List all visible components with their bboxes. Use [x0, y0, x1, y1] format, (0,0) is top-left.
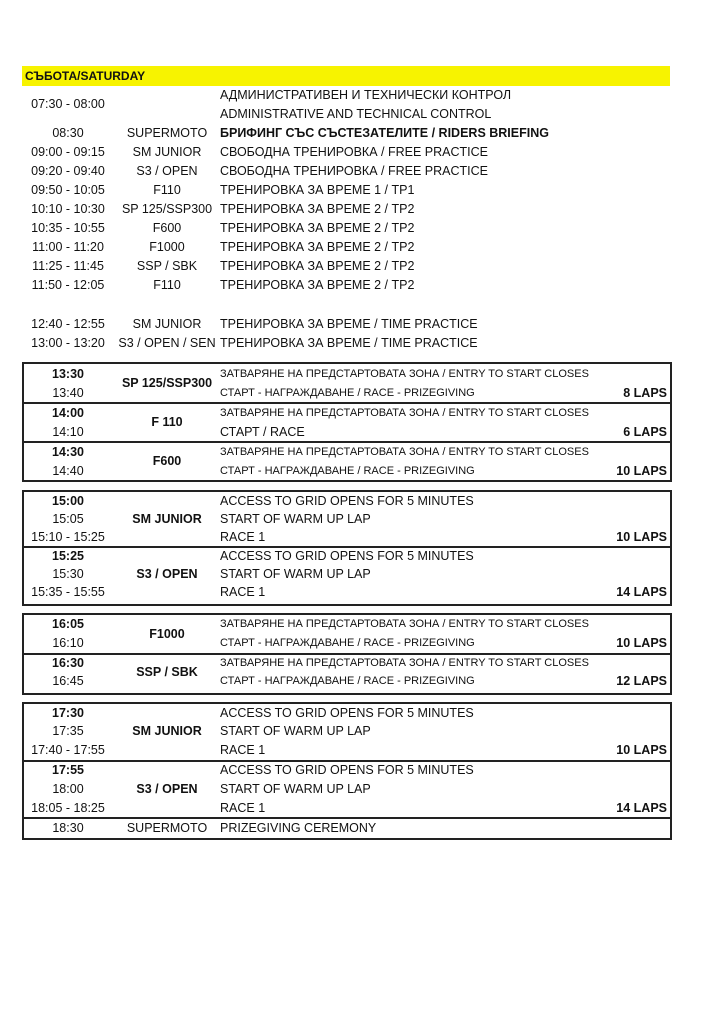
race-time: 18:05 - 18:25 — [31, 801, 105, 815]
race-text: RACE 1 — [220, 743, 266, 757]
race-category: SSP / SBK — [136, 665, 198, 679]
warmup-time: 15:30 — [52, 567, 84, 581]
warmup-text: START OF WARM UP LAP — [220, 567, 371, 581]
race-category: F 110 — [151, 415, 183, 429]
list-item — [0, 163, 724, 183]
close-text: ЗАТВАРЯНЕ НА ПРЕДСТАРТОВАТА ЗОНА / ENTRY TO START CLOSES — [220, 407, 589, 419]
list-item — [0, 277, 724, 297]
warmup-text: START OF WARM UP LAP — [220, 512, 371, 526]
race-text: RACE 1 — [220, 530, 266, 544]
ceremony-time: 18:30 — [52, 821, 84, 835]
list-item — [0, 201, 724, 221]
race-time: 16:10 — [52, 636, 84, 650]
row-description: ТРЕНИРОВКА ЗА ВРЕМЕ / TIME PRACTICE — [220, 336, 478, 350]
grid-time: 15:00 — [52, 494, 84, 508]
close-time: 14:00 — [52, 406, 84, 420]
list-item — [0, 258, 724, 278]
grid-time: 17:55 — [52, 763, 84, 777]
row-time: 12:40 - 12:55 — [31, 317, 105, 331]
row-description: ТРЕНИРОВКА ЗА ВРЕМЕ 2 / TP2 — [220, 259, 415, 273]
close-time: 14:30 — [52, 445, 84, 459]
race-category: SM JUNIOR — [132, 512, 202, 526]
laps: 6 LAPS — [623, 425, 667, 439]
grid-time: 15:25 — [52, 549, 84, 563]
close-time: 13:30 — [52, 367, 84, 381]
race-time: 14:10 — [52, 425, 84, 439]
race-text: СТАРТ - НАГРАЖДАВАНЕ / RACE - PRIZEGIVING — [220, 465, 475, 477]
row-time: 10:10 - 10:30 — [31, 202, 105, 216]
row-category: F600 — [152, 221, 182, 235]
row-category: SP 125/SSP300 — [121, 202, 213, 216]
laps: 10 LAPS — [616, 743, 667, 757]
row-category: SSP / SBK — [136, 259, 198, 273]
row-description: ТРЕНИРОВКА ЗА ВРЕМЕ 1 / TP1 — [220, 183, 415, 197]
list-item — [0, 220, 724, 240]
row-time: 10:35 - 10:55 — [31, 221, 105, 235]
row-description: ТРЕНИРОВКА ЗА ВРЕМЕ / TIME PRACTICE — [220, 317, 478, 331]
warmup-time: 15:05 — [52, 512, 84, 526]
laps: 14 LAPS — [616, 801, 667, 815]
row-time: 09:50 - 10:05 — [31, 183, 105, 197]
race-text: RACE 1 — [220, 585, 266, 599]
grid-text: ACCESS TO GRID OPENS FOR 5 MINUTES — [220, 763, 474, 777]
row-category: F110 — [153, 183, 181, 197]
grid-time: 17:30 — [52, 706, 84, 720]
warmup-time: 17:35 — [52, 724, 84, 738]
grid-text: ACCESS TO GRID OPENS FOR 5 MINUTES — [220, 706, 474, 720]
warmup-text: START OF WARM UP LAP — [220, 782, 371, 796]
race-category: SP 125/SSP300 — [121, 376, 213, 390]
row-time: 09:20 - 09:40 — [31, 164, 105, 178]
row-time: 09:00 - 09:15 — [31, 145, 105, 159]
row-description: ТРЕНИРОВКА ЗА ВРЕМЕ 2 / TP2 — [220, 278, 415, 292]
row-description: ТРЕНИРОВКА ЗА ВРЕМЕ 2 / TP2 — [220, 221, 415, 235]
list-item — [0, 335, 724, 355]
race-text: СТАРТ - НАГРАЖДАВАНЕ / RACE - PRIZEGIVING — [220, 387, 475, 399]
list-item — [0, 125, 724, 145]
row-category: SM JUNIOR — [132, 317, 202, 331]
row-time: 11:25 - 11:45 — [32, 259, 104, 273]
list-item — [0, 144, 724, 164]
admin-line1: АДМИНИСТРАТИВЕН И ТЕХНИЧЕСКИ КОНТРОЛ — [220, 88, 512, 102]
race-category: SM JUNIOR — [132, 724, 202, 738]
row-time: 08:30 — [52, 126, 84, 140]
race-text: СТАРТ - НАГРАЖДАВАНЕ / RACE - PRIZEGIVING — [220, 637, 475, 649]
race-time: 16:45 — [52, 674, 84, 688]
close-text: ЗАТВАРЯНЕ НА ПРЕДСТАРТОВАТА ЗОНА / ENTRY TO START CLOSES — [220, 368, 589, 380]
race-time: 15:10 - 15:25 — [31, 530, 105, 544]
divider — [22, 441, 670, 443]
row-description: СВОБОДНА ТРЕНИРОВКА / FREE PRACTICE — [220, 164, 488, 178]
divider — [22, 402, 670, 404]
laps: 10 LAPS — [616, 530, 667, 544]
list-item — [0, 316, 724, 336]
day-header-bar — [22, 66, 670, 86]
race-time: 17:40 - 17:55 — [31, 743, 105, 757]
row-description: ТРЕНИРОВКА ЗА ВРЕМЕ 2 / TP2 — [220, 202, 415, 216]
laps: 10 LAPS — [616, 636, 667, 650]
race-text: RACE 1 — [220, 801, 266, 815]
row-category: F1000 — [149, 240, 185, 254]
list-item — [0, 182, 724, 202]
race-category: S3 / OPEN — [136, 567, 198, 581]
row-time: 13:00 - 13:20 — [31, 336, 105, 350]
row-category: SM JUNIOR — [132, 145, 202, 159]
ceremony-text: PRIZEGIVING CEREMONY — [220, 821, 377, 835]
race-text: СТАРТ / RACE — [220, 425, 305, 439]
laps: 12 LAPS — [616, 674, 667, 688]
race-text: СТАРТ - НАГРАЖДАВАНЕ / RACE - PRIZEGIVING — [220, 675, 475, 687]
grid-text: ACCESS TO GRID OPENS FOR 5 MINUTES — [220, 549, 474, 563]
row-description: БРИФИНГ СЪС СЪСТЕЗАТЕЛИТЕ / RIDERS BRIEFING — [220, 126, 549, 140]
close-text: ЗАТВАРЯНЕ НА ПРЕДСТАРТОВАТА ЗОНА / ENTRY TO START CLOSES — [220, 657, 589, 669]
row-description: ТРЕНИРОВКА ЗА ВРЕМЕ 2 / TP2 — [220, 240, 415, 254]
row-category: S3 / OPEN — [136, 164, 198, 178]
grid-text: ACCESS TO GRID OPENS FOR 5 MINUTES — [220, 494, 474, 508]
race-time: 13:40 — [52, 386, 84, 400]
divider — [22, 817, 670, 819]
laps: 14 LAPS — [616, 585, 667, 599]
row-description: СВОБОДНА ТРЕНИРОВКА / FREE PRACTICE — [220, 145, 488, 159]
row-category: S3 / OPEN / SEN — [118, 336, 216, 350]
warmup-text: START OF WARM UP LAP — [220, 724, 371, 738]
row-time: 11:50 - 12:05 — [31, 278, 105, 292]
day-header: СЪБОТА/SATURDAY — [25, 69, 146, 83]
laps: 10 LAPS — [616, 464, 667, 478]
list-item — [0, 239, 724, 259]
close-time: 16:30 — [52, 656, 84, 670]
close-time: 16:05 — [52, 617, 84, 631]
admin-line2: ADMINISTRATIVE AND TECHNICAL CONTROL — [220, 107, 492, 121]
row-category: SUPERMOTO — [126, 126, 208, 140]
race-category: S3 / OPEN — [136, 782, 198, 796]
close-text: ЗАТВАРЯНЕ НА ПРЕДСТАРТОВАТА ЗОНА / ENTRY TO START CLOSES — [220, 446, 589, 458]
race-time: 14:40 — [52, 464, 84, 478]
race-time: 15:35 - 15:55 — [31, 585, 105, 599]
race-category: F600 — [152, 454, 182, 468]
close-text: ЗАТВАРЯНЕ НА ПРЕДСТАРТОВАТА ЗОНА / ENTRY TO START CLOSES — [220, 618, 589, 630]
admin-time: 07:30 - 08:00 — [31, 97, 105, 111]
row-time: 11:00 - 11:20 — [32, 240, 104, 254]
warmup-time: 18:00 — [52, 782, 84, 796]
race-category: F1000 — [149, 627, 185, 641]
laps: 8 LAPS — [623, 386, 667, 400]
ceremony-category: SUPERMOTO — [126, 821, 208, 835]
row-category: F110 — [153, 278, 181, 292]
